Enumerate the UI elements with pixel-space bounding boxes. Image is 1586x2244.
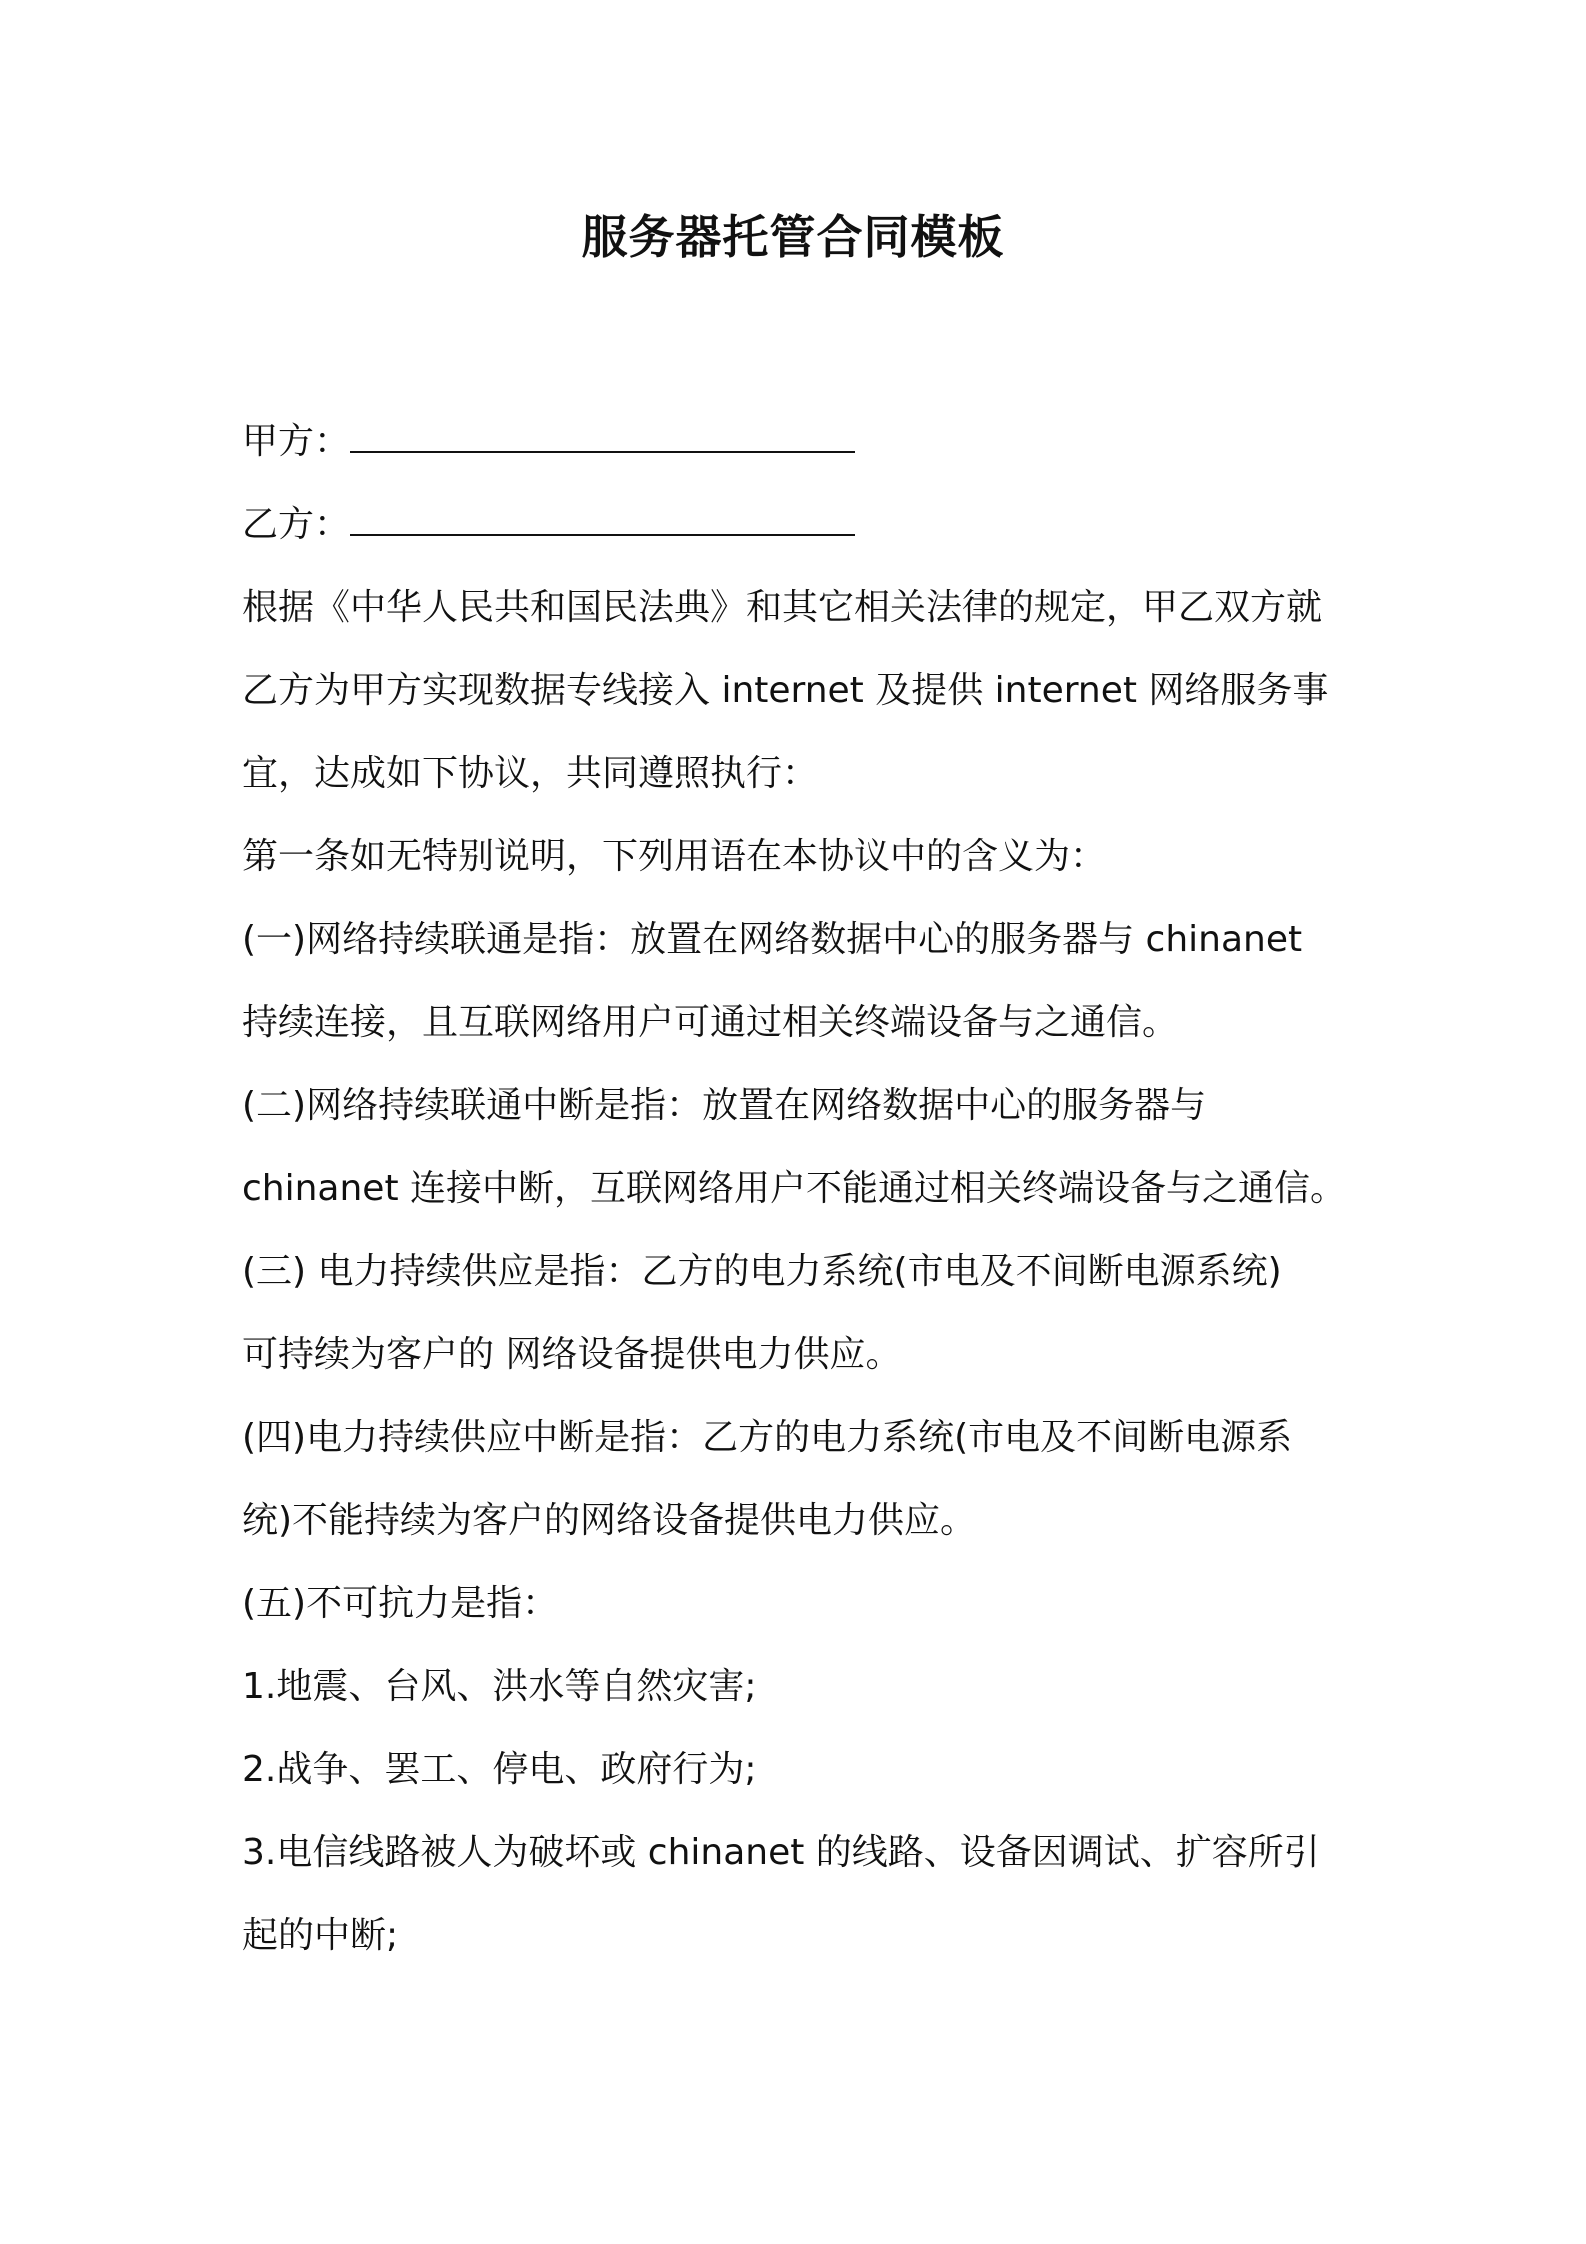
document-body [242,400,1372,1977]
text-line: (三) 电力持续供应是指：乙方的电力系统(市电及不间断电源系统) [242,1251,1282,1292]
text-line: 3.电信线路被人为破坏或 chinanet 的线路、设备因调试、扩容所引 [242,1832,1320,1873]
party-b-label: 乙方： [242,504,351,545]
document-title: 服务器托管合同模板 [581,210,1005,264]
text-line: chinanet 连接中断，互联网络用户不能通过相关终端设备与之通信。 [242,1168,1347,1209]
text-line: 1.地震、台风、洪水等自然灾害; [242,1666,757,1707]
text-line: 可持续为客户的 网络设备提供电力供应。 [242,1334,902,1375]
text-line: 统)不能持续为客户的网络设备提供电力供应。 [242,1500,977,1541]
text-line: 起的中断; [242,1915,399,1956]
text-line: (四)电力持续供应中断是指：乙方的电力系统(市电及不间断电源系 [242,1417,1293,1458]
text-line: 宜，达成如下协议，共同遵照执行： [242,753,819,794]
party-a-blank [350,401,855,453]
text-line: (一)网络持续联通是指：放置在网络数据中心的服务器与 chinanet [242,919,1303,960]
party-a-label: 甲方： [242,421,351,462]
party-a-line [242,400,1372,483]
party-b-blank [350,484,855,536]
text-line: 第一条如无特别说明，下列用语在本协议中的含义为： [242,836,1107,877]
text-line: 2.战争、罢工、停电、政府行为; [242,1749,757,1790]
text-line: (五)不可抗力是指： [242,1583,559,1624]
text-line: 乙方为甲方实现数据专线接入 internet 及提供 internet 网络服务事 [242,670,1329,711]
text-line: 根据《中华人民共和国民法典》和其它相关法律的规定，甲乙双方就 [242,587,1323,628]
text-line: 持续连接，且互联网络用户可通过相关终端设备与之通信。 [242,1002,1179,1043]
party-b-line [242,483,1372,566]
text-line: (二)网络持续联通中断是指：放置在网络数据中心的服务器与 [242,1085,1207,1126]
